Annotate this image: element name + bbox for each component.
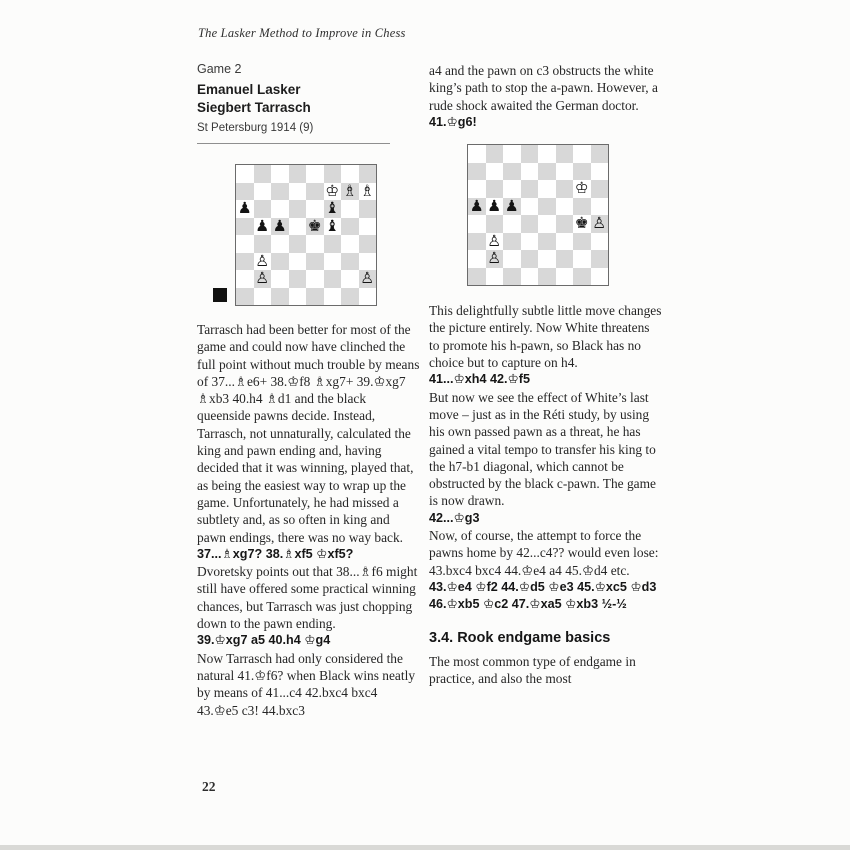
board-square — [573, 145, 591, 163]
board-square — [503, 250, 521, 268]
board-square — [236, 253, 254, 271]
board-square — [503, 180, 521, 198]
board-square — [503, 215, 521, 233]
board-square — [538, 145, 556, 163]
board-square — [271, 270, 289, 288]
board-square — [254, 183, 272, 201]
board-square — [306, 288, 324, 306]
board-square — [289, 235, 307, 253]
running-header: The Lasker Method to Improve in Chess — [198, 26, 406, 40]
board-square — [591, 233, 609, 251]
board-square — [254, 165, 272, 183]
piece-wK-g6: ♔ — [574, 180, 589, 198]
board-square — [573, 198, 591, 216]
board-square — [521, 268, 539, 286]
paragraph: Now, of course, the attempt to force the pawns home by 42...c4?? would even lose: 43.bxc4 bxc4 44.♔e4 a4 45.♔d4 etc. — [429, 528, 659, 578]
board-square — [359, 218, 377, 236]
board-square — [521, 163, 539, 181]
board-square — [289, 200, 307, 218]
board-square — [573, 163, 591, 181]
paragraph: The most common type of endgame in practice, and also the most — [429, 653, 636, 686]
board-square — [341, 235, 359, 253]
board-square — [486, 215, 504, 233]
board-square — [556, 250, 574, 268]
board-square — [236, 270, 254, 288]
left-column — [197, 62, 421, 719]
board-square — [341, 253, 359, 271]
board-square — [271, 200, 289, 218]
board-square — [591, 250, 609, 268]
board-square — [468, 163, 486, 181]
board-square — [521, 145, 539, 163]
board-square — [503, 163, 521, 181]
chess-board — [235, 164, 377, 306]
board-square — [236, 165, 254, 183]
game-label: Game 2 — [197, 62, 242, 76]
board-square — [306, 270, 324, 288]
piece-wP-b3: ♙ — [255, 252, 270, 270]
right-column — [429, 62, 663, 719]
piece-bP-b5: ♟ — [255, 217, 270, 235]
board-square — [324, 253, 342, 271]
board-square — [503, 145, 521, 163]
paragraph: Now Tarrasch had only considered the natural 41.♔f6? when Black wins neatly by means of 41...c4 42.bxc4 bxc4 43.♔e5 c3! 44.bxc3 — [197, 650, 416, 718]
board-square — [521, 180, 539, 198]
chess-diagram-right — [467, 144, 609, 286]
board-square — [538, 250, 556, 268]
piece-bK-e5: ♚ — [307, 217, 322, 235]
board-square — [573, 268, 591, 286]
right-column-text-bottom — [429, 302, 663, 687]
section-heading: 3.4. Rook endgame basics — [429, 629, 611, 646]
board-square — [359, 288, 377, 306]
board-square — [289, 288, 307, 306]
board-square — [271, 288, 289, 306]
board-square — [503, 268, 521, 286]
board-square — [289, 218, 307, 236]
board-square — [591, 198, 609, 216]
piece-bB-f5: ♝ — [325, 217, 340, 235]
board-square — [236, 183, 254, 201]
board-square — [573, 250, 591, 268]
board-square — [538, 215, 556, 233]
paragraph: a4 and the pawn on c3 obstructs the white king’s path to stop the a-pawn. However, a rude shock awaited the German doctor. — [429, 63, 658, 113]
board-square — [306, 253, 324, 271]
piece-wP-h4: ♙ — [592, 215, 607, 233]
board-square — [468, 268, 486, 286]
board-square — [468, 233, 486, 251]
piece-bP-a6: ♟ — [237, 200, 252, 217]
board-square — [324, 165, 342, 183]
white-player-name: Emanuel Lasker — [197, 82, 301, 97]
board-square — [341, 288, 359, 306]
board-square — [271, 165, 289, 183]
board-square — [289, 183, 307, 201]
board-square — [341, 165, 359, 183]
page-number: 22 — [202, 779, 216, 794]
piece-wB-g7: ♗ — [342, 182, 357, 200]
board-square — [538, 198, 556, 216]
board-square — [538, 268, 556, 286]
board-square — [306, 183, 324, 201]
move-line: 41.♔g6! — [429, 114, 477, 129]
piece-bK-g4: ♚ — [574, 215, 589, 233]
board-square — [573, 233, 591, 251]
move-line: 41...♔xh4 42.♔f5 — [429, 372, 530, 387]
board-square — [359, 165, 377, 183]
board-square — [254, 200, 272, 218]
piece-wK-f7: ♔ — [325, 182, 340, 200]
board-square — [556, 180, 574, 198]
board-square — [521, 198, 539, 216]
board-square — [289, 165, 307, 183]
event-line: St Petersburg 1914 (9) — [197, 122, 314, 134]
board-square — [324, 270, 342, 288]
board-square — [556, 268, 574, 286]
board-square — [359, 200, 377, 218]
board-square — [556, 233, 574, 251]
paragraph: Dvoretsky points out that 38...♗f6 might still have offered some practical winning chances, but Tarrasch was just chopping down to the pawn ending. — [197, 564, 418, 632]
board-square — [306, 165, 324, 183]
board-square — [468, 145, 486, 163]
board-square — [486, 268, 504, 286]
board-square — [521, 233, 539, 251]
board-square — [271, 183, 289, 201]
board-square — [556, 198, 574, 216]
divider-rule — [197, 143, 390, 144]
board-square — [591, 268, 609, 286]
board-square — [359, 235, 377, 253]
board-square — [503, 233, 521, 251]
piece-wP-b3: ♙ — [487, 232, 502, 250]
board-square — [468, 215, 486, 233]
board-square — [591, 180, 609, 198]
paragraph: But now we see the effect of White’s last move – just as in the Réti study, by using his own passed pawn as a threat, he has gained a vital tempo to transfer his king to the h7-b1 diagonal, which cannot be obstructed by the black c-pawn. The game is now drawn. — [429, 389, 656, 509]
left-column-text — [197, 321, 421, 719]
board-square — [289, 253, 307, 271]
piece-bP-b5: ♟ — [487, 197, 502, 215]
piece-bP-a5: ♟ — [469, 197, 484, 215]
board-square — [468, 250, 486, 268]
piece-wP-h2: ♙ — [360, 270, 375, 287]
board-square — [591, 145, 609, 163]
board-square — [556, 163, 574, 181]
board-square — [521, 215, 539, 233]
board-square — [556, 145, 574, 163]
board-square — [324, 288, 342, 306]
black-to-move-marker — [213, 288, 227, 302]
board-square — [306, 200, 324, 218]
board-square — [341, 200, 359, 218]
board-square — [254, 235, 272, 253]
board-square — [538, 233, 556, 251]
chess-diagram-left — [235, 164, 377, 306]
black-player-name: Siegbert Tarrasch — [197, 100, 311, 115]
board-square — [341, 218, 359, 236]
piece-wP-b2: ♙ — [255, 270, 270, 287]
paragraph: This delightfully subtle little move changes the picture entirely. Now White threatens to promote his h-pawn, so Black has no choice but to capture on h4. — [429, 303, 662, 371]
board-square — [486, 163, 504, 181]
board-square — [486, 145, 504, 163]
move-line: 37...♗xg7? 38.♗xf5 ♔xf5? — [197, 546, 354, 561]
right-column-text-top — [429, 62, 663, 131]
page-bottom-edge — [0, 845, 850, 850]
piece-wP-b2: ♙ — [487, 250, 502, 268]
board-square — [556, 215, 574, 233]
board-square — [538, 180, 556, 198]
board-square — [254, 288, 272, 306]
piece-bP-c5: ♟ — [504, 197, 519, 215]
board-square — [271, 253, 289, 271]
move-line: 43.♔e4 ♔f2 44.♔d5 ♔e3 45.♔xc5 ♔d3 46.♔xb5 ♔c2 47.♔xa5 ♔xb3 ½-½ — [429, 579, 657, 612]
board-square — [468, 180, 486, 198]
piece-bP-c5: ♟ — [272, 217, 287, 235]
board-square — [591, 163, 609, 181]
board-square — [271, 235, 289, 253]
board-square — [236, 235, 254, 253]
piece-bB-f6: ♝ — [325, 200, 340, 217]
move-line: 39.♔xg7 a5 40.h4 ♔g4 — [197, 633, 331, 648]
board-square — [306, 235, 324, 253]
text-columns — [197, 62, 663, 719]
board-square — [236, 288, 254, 306]
board-square — [359, 253, 377, 271]
board-square — [236, 218, 254, 236]
chess-board — [467, 144, 609, 286]
board-square — [486, 180, 504, 198]
piece-wB-h7: ♗ — [360, 182, 375, 200]
board-square — [324, 235, 342, 253]
move-line: 42...♔g3 — [429, 510, 480, 525]
board-square — [341, 270, 359, 288]
board-square — [538, 163, 556, 181]
board-square — [289, 270, 307, 288]
paragraph: Tarrasch had been better for most of the game and could now have clinched the full point without much trouble by means of 37...♗e6+ 38.♔f8 ♗xg7+ 39.♔xg7 ♗xb3 40.h4 ♗d1 and the black queenside pawns decide. Instead, Tarrasch, not unnaturally, calculated the king and pawn ending and, having decided that it was winning, played that, as being the easiest way to wrap up the game. Unfortunately, he had missed a subtlety and, as so often in king and pawn endings, there was no way back. — [197, 322, 420, 545]
board-square — [521, 250, 539, 268]
